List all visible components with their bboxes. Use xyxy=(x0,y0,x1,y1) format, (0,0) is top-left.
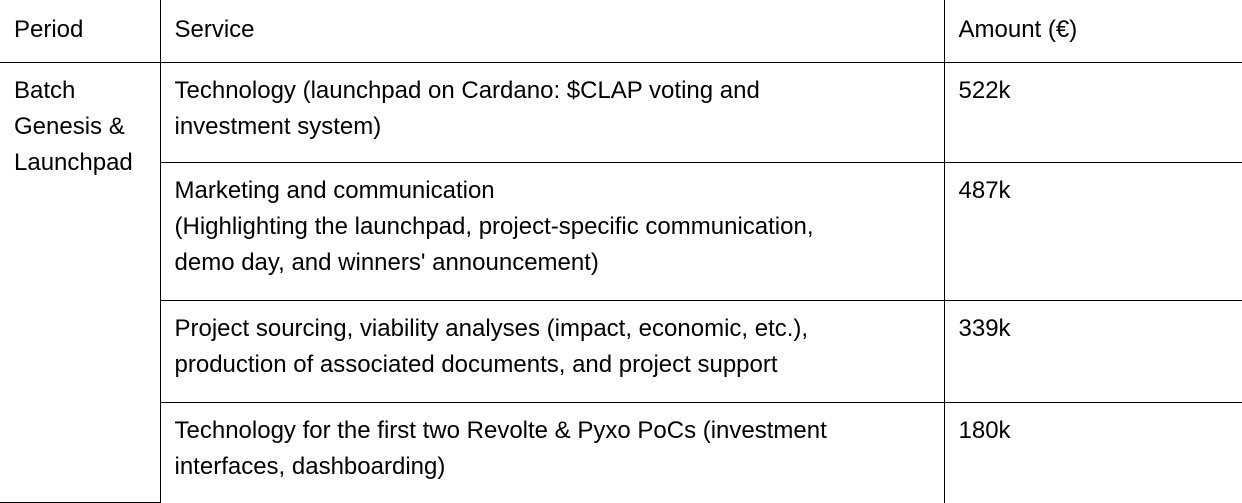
service-text-line: Technology for the first two Revolte & Pyxo PoCs (investment xyxy=(174,417,827,444)
amount-cell: 522k xyxy=(944,63,1242,163)
period-cell: Batch Genesis & Launchpad xyxy=(0,63,160,503)
table-row xyxy=(0,301,1242,403)
service-text-line: Technology (launchpad on Cardano: $CLAP voting and xyxy=(174,77,760,104)
service-text-line: Project sourcing, viability analyses (impact, economic, etc.), xyxy=(174,315,809,342)
amount-cell: 487k xyxy=(944,163,1242,301)
service-text-line: demo day, and winners' announcement) xyxy=(174,249,599,276)
service-cell xyxy=(160,163,944,301)
amount-cell: 339k xyxy=(944,301,1242,403)
service-cell xyxy=(160,301,944,403)
service-text-line: interfaces, dashboarding) xyxy=(174,453,446,480)
service-cell xyxy=(160,403,944,503)
header-service: Service xyxy=(160,0,944,63)
header-amount: Amount (€) xyxy=(944,0,1242,63)
service-text-line: production of associated documents, and project support xyxy=(174,351,778,378)
table-row xyxy=(0,403,1242,503)
service-text-line: Marketing and communication xyxy=(174,177,495,204)
amount-cell: 180k xyxy=(944,403,1242,503)
service-text-line: investment system) xyxy=(174,113,382,140)
service-text-line: (Highlighting the launchpad, project-specific communication, xyxy=(174,213,814,240)
header-row xyxy=(0,0,1242,63)
service-cell xyxy=(160,63,944,163)
table-row xyxy=(0,163,1242,301)
table-row xyxy=(0,63,1242,163)
header-period: Period xyxy=(0,0,160,63)
